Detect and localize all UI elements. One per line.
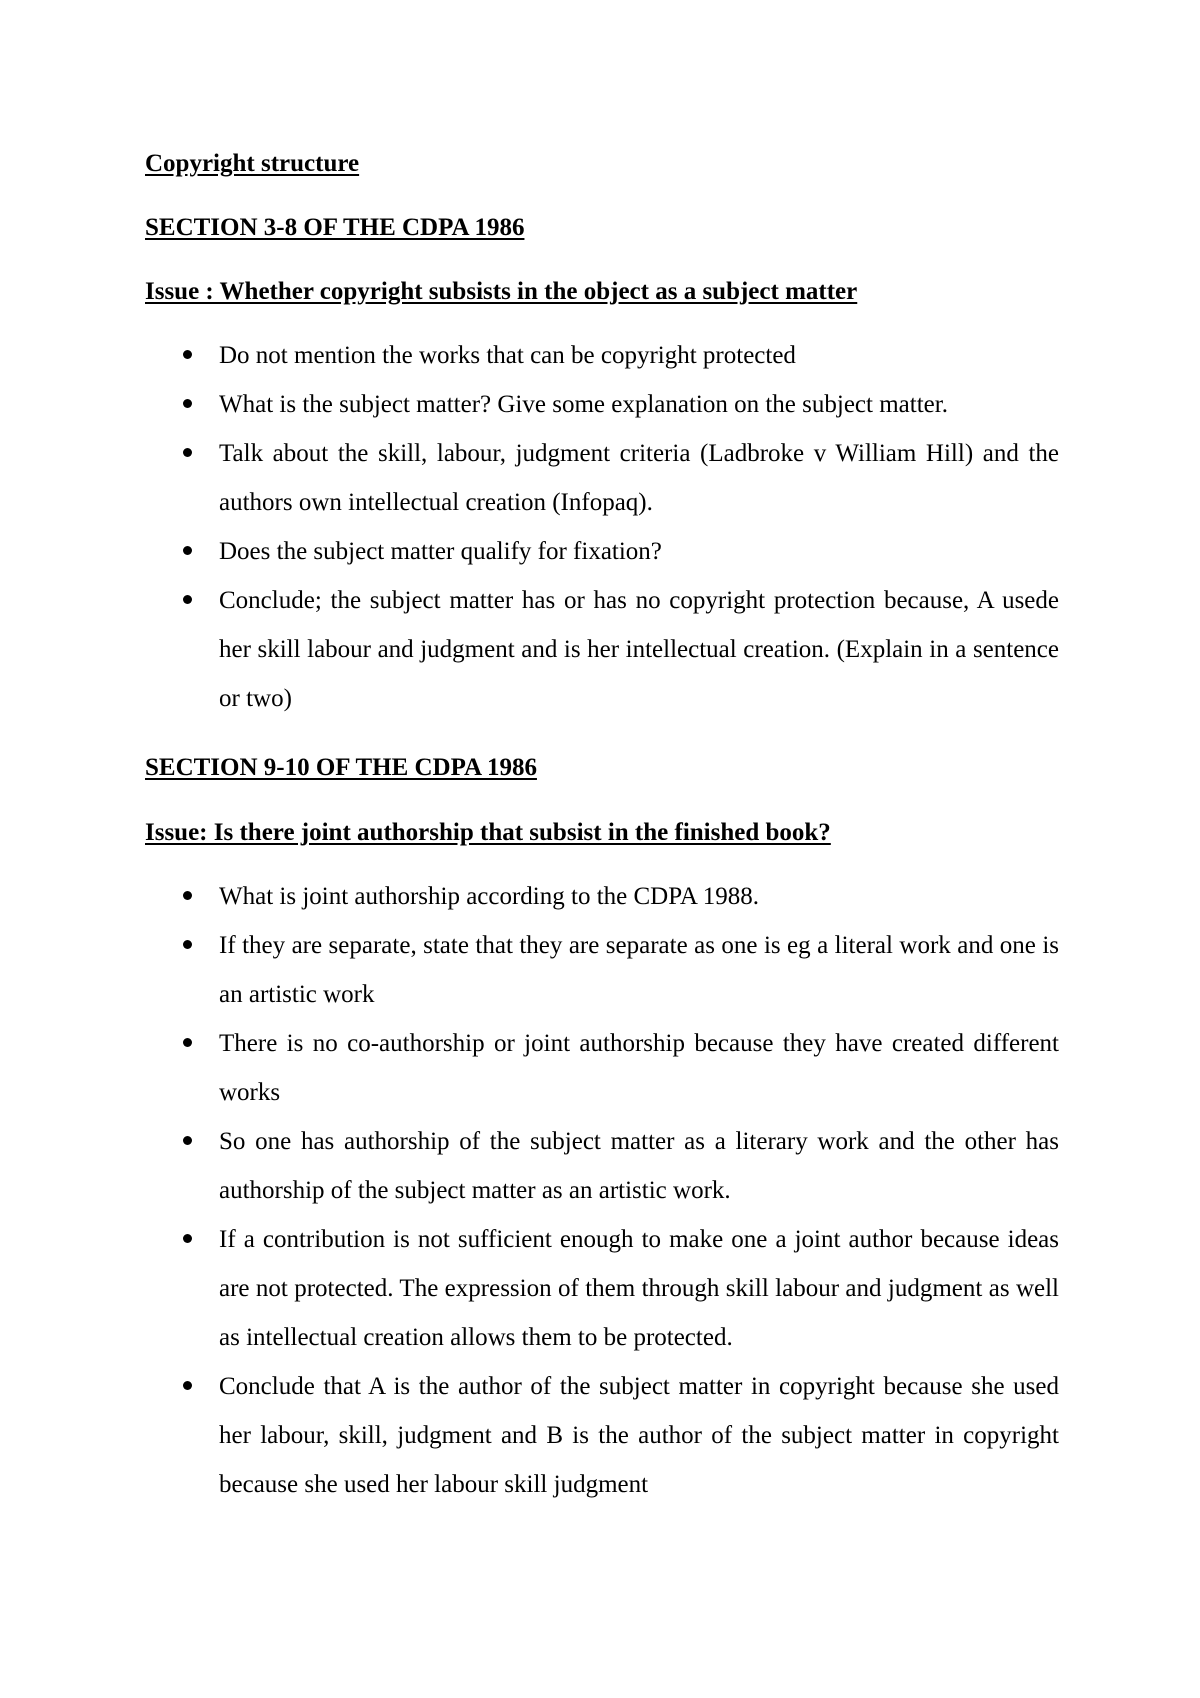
list-item (0, 872, 1059, 921)
list-item-text: What is joint authorship according to the CDPA 1988. (219, 883, 760, 910)
list-item-text: Conclude that A is the author of the subject matter in copyright because she used her labour, skill, judgment and B is the author of the subject matter in copyright because she used her labour skill judgment (219, 1373, 1059, 1498)
list-item (0, 576, 1059, 723)
list-item-text: Does the subject matter qualify for fixation? (219, 538, 662, 565)
issue-heading: Issue: Is there joint authorship that subsist in the finished book? (145, 819, 831, 846)
bullet-icon (183, 448, 192, 457)
list-item (0, 331, 1059, 380)
list-item (0, 429, 1059, 527)
bullet-icon (183, 399, 192, 408)
bullet-icon (183, 350, 192, 359)
bullet-icon (183, 1038, 192, 1047)
list-item-text: Do not mention the works that can be copyright protected (219, 342, 796, 369)
document-title: Copyright structure (145, 150, 360, 177)
list-item (0, 380, 1059, 429)
list-item (0, 1019, 1059, 1117)
list-item-text: Talk about the skill, labour, judgment criteria (Ladbroke v William Hill) and the authors own intellectual creation (Infopaq). (219, 440, 1059, 516)
list-item-text: There is no co-authorship or joint authorship because they have created different works (219, 1030, 1059, 1106)
bullet-list (0, 331, 1200, 723)
bullet-icon (183, 595, 192, 604)
list-item-text: Conclude; the subject matter has or has no copyright protection because, A usede her skill labour and judgment and is her intellectual creation. (Explain in a sentence or two) (219, 587, 1059, 712)
bullet-icon (183, 1136, 192, 1145)
list-item (0, 921, 1059, 1019)
list-item-text: What is the subject matter? Give some explanation on the subject matter. (219, 391, 948, 418)
list-item (0, 1362, 1059, 1509)
section-heading: SECTION 3-8 OF THE CDPA 1986 (145, 214, 525, 241)
list-item (0, 527, 1059, 576)
issue-heading: Issue : Whether copyright subsists in the object as a subject matter (145, 278, 858, 305)
bullet-list (0, 872, 1200, 1509)
bullet-icon (183, 940, 192, 949)
bullet-icon (183, 1381, 192, 1390)
bullet-icon (183, 1234, 192, 1243)
list-item (0, 1215, 1059, 1362)
list-item (0, 1117, 1059, 1215)
bullet-icon (183, 891, 192, 900)
section-heading: SECTION 9-10 OF THE CDPA 1986 (145, 754, 537, 781)
bullet-icon (183, 546, 192, 555)
list-item-text: If they are separate, state that they are separate as one is eg a literal work and one is an artistic work (219, 932, 1059, 1008)
list-item-text: If a contribution is not sufficient enough to make one a joint author because ideas are not protected. The expression of them through skill labour and judgment as well as intellectual creation allows them to be protected. (219, 1226, 1059, 1351)
list-item-text: So one has authorship of the subject matter as a literary work and the other has authorship of the subject matter as an artistic work. (219, 1128, 1059, 1204)
